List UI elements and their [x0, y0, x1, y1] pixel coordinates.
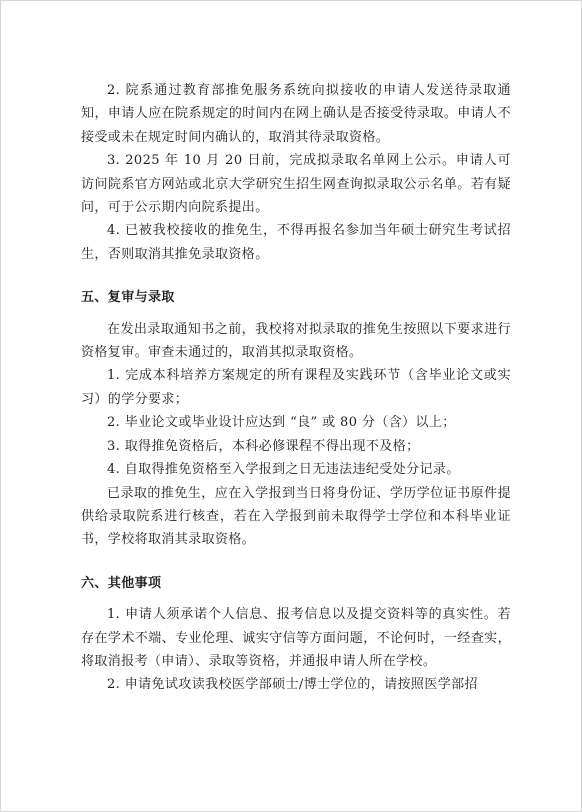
paragraph: 已录取的推免生，应在入学报到当日将身份证、学历学位证书原件提供给录取院系进行核查，若在入学报到前未取得学士学位和本科毕业证书，学校将取消其录取资格。	[81, 485, 511, 548]
list-item: 3. 取得推免资格后，本科必修课程不得出现不及格；	[107, 438, 420, 454]
paragraph: 3. 2025 年 10 月 20 日前，完成拟录取名单网上公示。申请人可访问院系官方网站或北京大学研究生招生网查询拟录取公示名单。若有疑问，可于公示期内向院系提出。	[81, 153, 511, 216]
list-item: 2. 申请免试攻读我校医学部硕士/博士学位的，请按照医学部招	[107, 677, 478, 693]
section-heading-review: 五、复审与录取	[81, 290, 175, 306]
list-item: 2. 毕业论文或毕业设计应达到 “良” 或 80 分（含）以上；	[107, 415, 456, 431]
document-body	[81, 79, 511, 697]
section-heading-other: 六、其他事项	[81, 575, 162, 591]
heading-spacer	[81, 595, 511, 603]
paragraph: 在发出录取通知书之前，我校将对拟录取的推免生按照以下要求进行资格复审。审查未通过的，取消其拟录取资格。	[81, 321, 511, 361]
paragraph: 4. 已被我校接收的推免生，不得再报名参加当年硕士研究生考试招生，否则取消其推免录取资格。	[81, 223, 511, 262]
heading-spacer	[81, 310, 511, 318]
section-spacer	[81, 552, 511, 572]
list-item: 1. 申请人须承诺个人信息、报考信息以及提交资料等的真实性。若存在学术不端、专业伦理、诚实守信等方面问题，不论何时，一经查实，将取消报考（申请）、录取等资格，并通报申请人所在学校。	[81, 607, 511, 669]
paragraph: 2. 院系通过教育部推免服务系统向拟接收的申请人发送待录取通知，申请人应在院系规定的时间内在网上确认是否接受待录取。申请人不接受或未在规定时间内确认的，取消其待录取资格。	[81, 83, 511, 145]
list-item: 4. 自取得推免资格至入学报到之日无违法违纪受处分记录。	[107, 462, 460, 478]
section-spacer	[81, 266, 511, 286]
list-item: 1. 完成本科培养方案规定的所有课程及实践环节（含毕业论文或实习）的学分要求；	[81, 368, 511, 407]
